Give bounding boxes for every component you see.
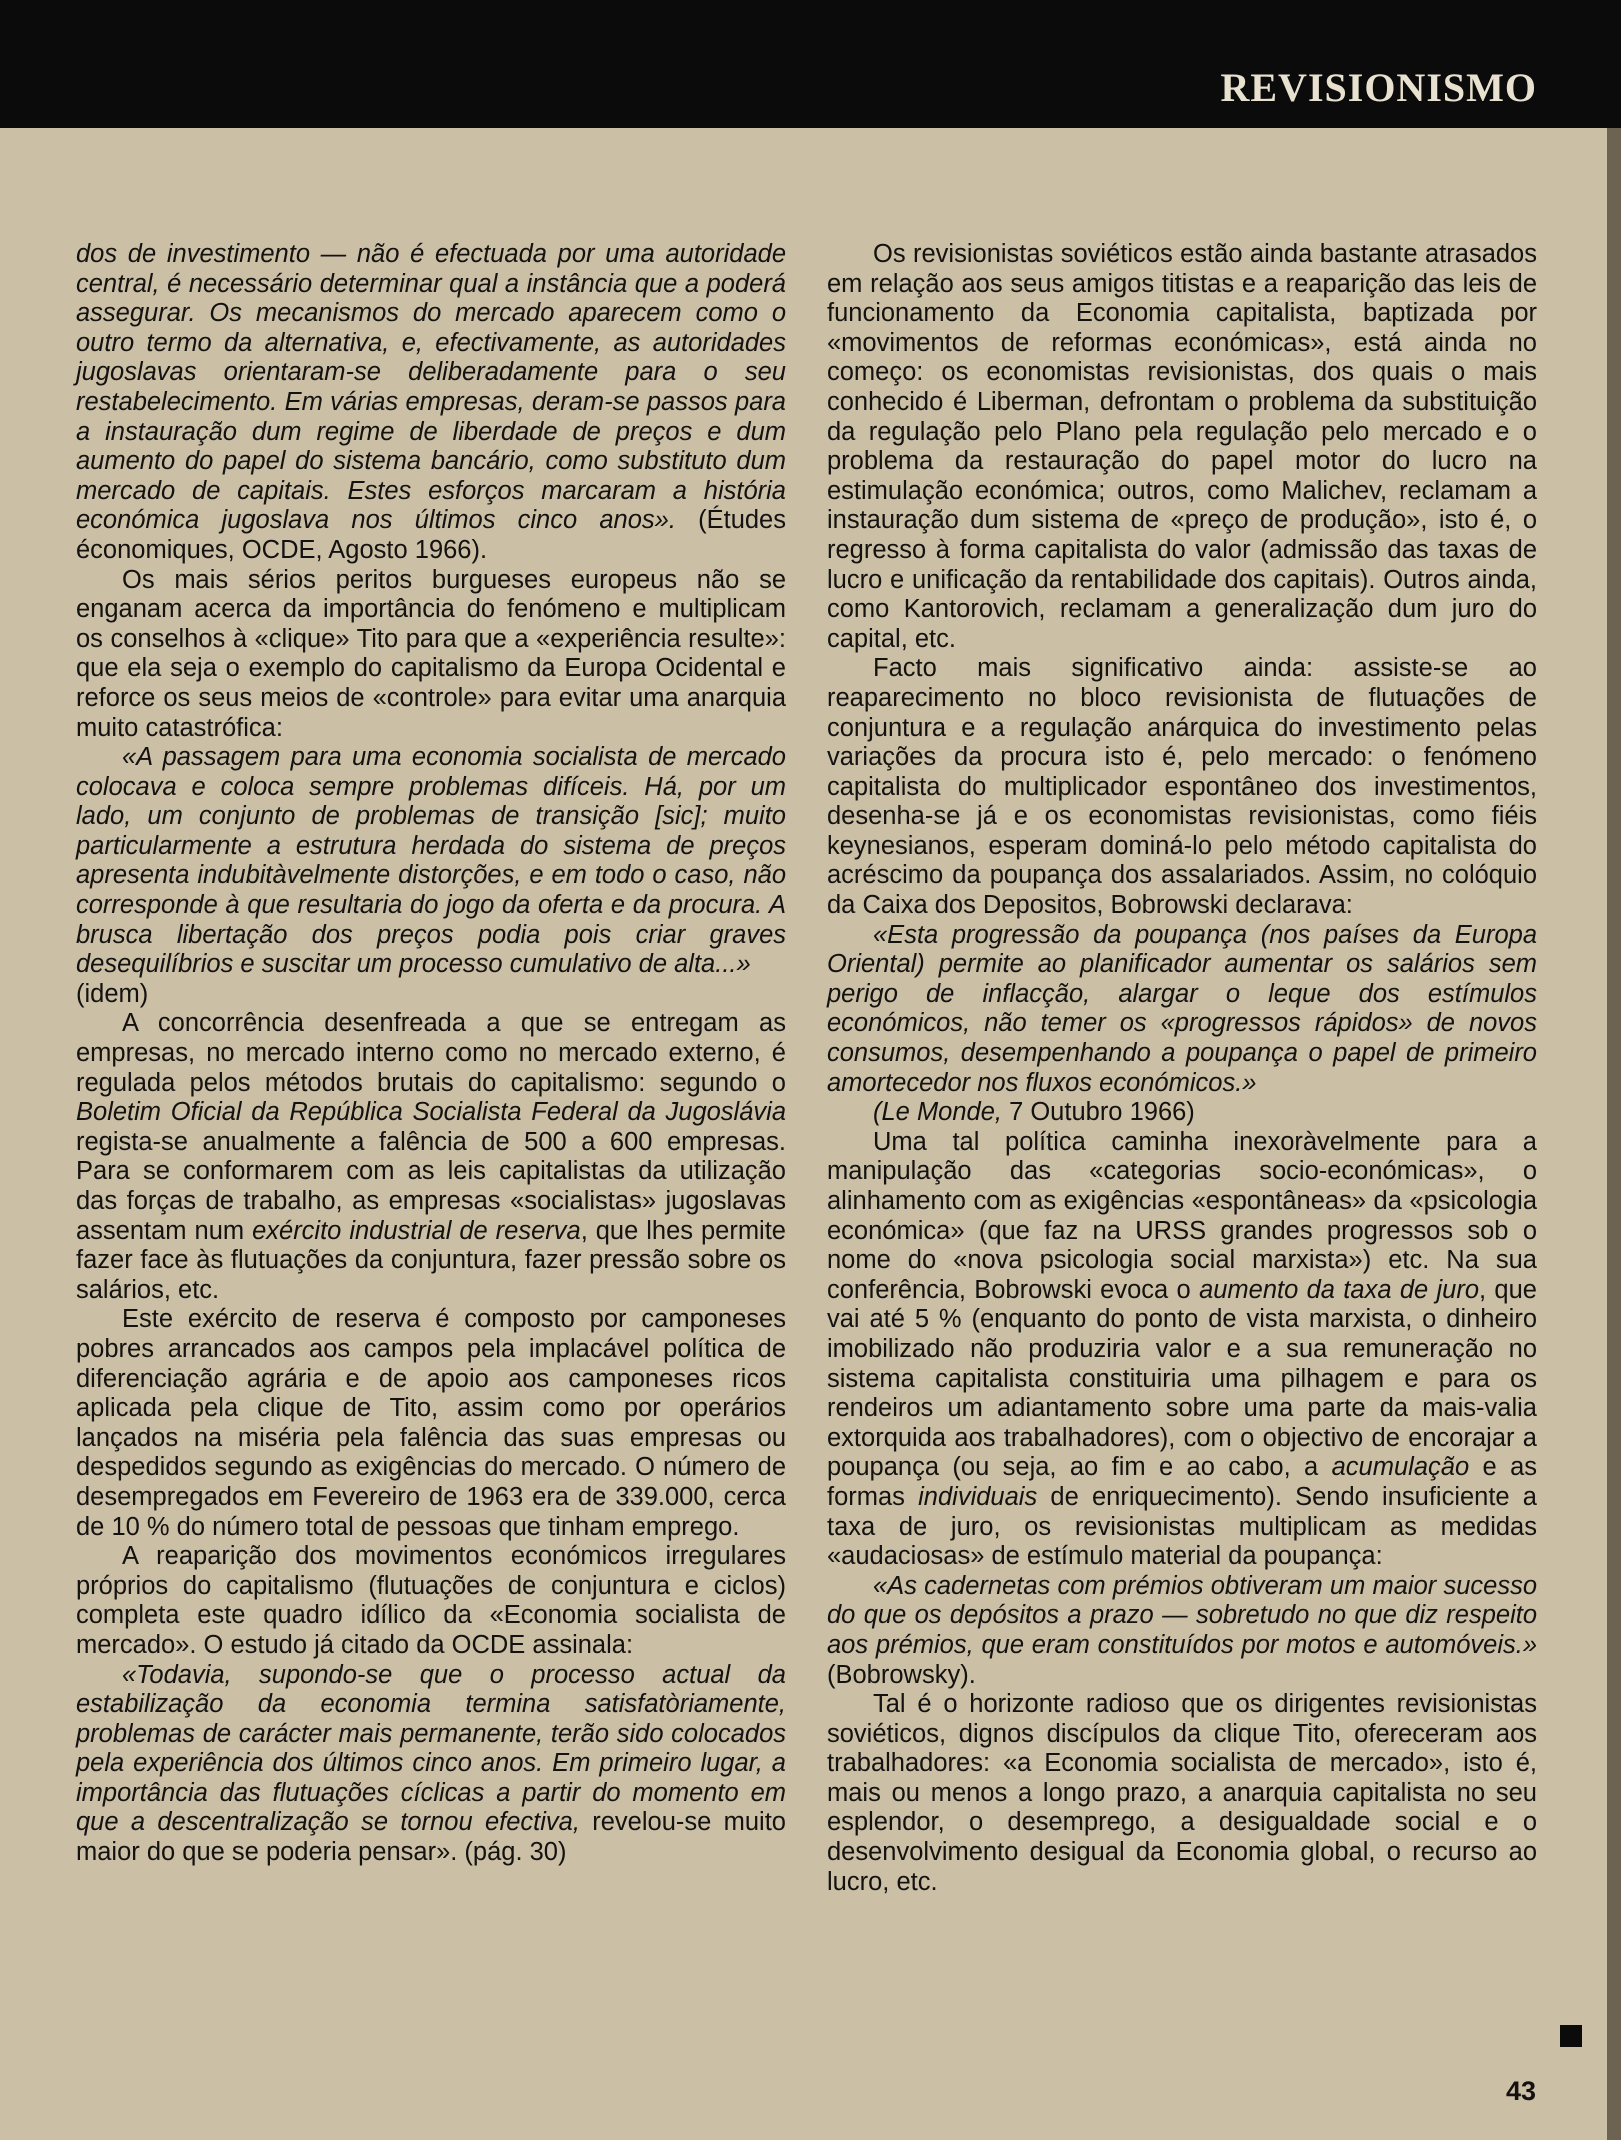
left-paragraph-5: A reaparição dos movimentos económicos irregulares próprios do capitalismo (flutuações de conjuntura e ciclos) completa este quadro idílico da «Economia socialista de mercado». O estudo já citado da OCDE assinala: <box>76 1542 786 1659</box>
left-paragraph-1 <box>76 240 786 566</box>
left-p3-text-c: , que lhes permite fazer face às flutuações da conjuntura, fazer pressão sobre os salários, etc. <box>76 1216 786 1304</box>
right-p3-text-d: de enriquecimento). Sendo insuficiente a taxa de juro, os revisionistas multiplicam as medidas «audaciosas» de estímulo material da poupança: <box>827 1482 1537 1571</box>
end-of-article-mark <box>1560 2025 1582 2047</box>
right-paragraph-4: Tal é o horizonte radioso que os dirigentes revisionistas soviéticos, dignos discípulos da clique Tito, ofereceram aos trabalhadores: «a Economia socialista de mercado», isto é, mais ou menos a longo prazo, a anarquia capitalista no seu esplendor, o desemprego, a desigualdade social e o desenvolvimento desigual da Economia global, o recurso ao lucro, etc. <box>827 1690 1537 1896</box>
section-title: REVISIONISMO <box>1220 65 1537 110</box>
right-q1-source-date: 7 Outubro 1966) <box>1002 1098 1195 1127</box>
right-paragraph-1: Os revisionistas soviéticos estão ainda bastante atrasados em relação aos seus amigos titistas e a reaparição das leis de funcionamento da Economia capitalista, baptizada por «movimentos de reformas económicas», está ainda no começo: os economistas revisionistas, dos quais o mais conhecido é Liberman, defrontam o problema da substituição da regulação pelo Plano pela regulação pelo mercado e o problema da restauração do papel motor do lucro na estimulação económica; outros, como Malichev, reclamam a instauração dum sistema de «preço de produção», isto é, o regresso à forma capitalista do valor (admissão das taxas de lucro e unificação da rentabilidade dos capitais). Outros ainda, como Kantorovich, reclamam a generalização dum juro do capital, etc. <box>827 240 1537 653</box>
left-paragraph-3 <box>76 1009 786 1305</box>
right-paragraph-2: Facto mais significativo ainda: assiste-se ao reaparecimento no bloco revisionista de flutuações de conjuntura e a regulação anárquica do investimento pelas variações da procura isto é, pelo mercado: o fenómeno capitalista do multiplicador espontâneo dos investimentos, desenha-se já e os economistas revisionistas, como fiéis keynesianos, esperam dominá-lo pelo método capitalista do acréscimo da poupança dos assalariados. Assim, no colóquio da Caixa dos Depositos, Bobrowski declarava: <box>827 654 1537 920</box>
left-column <box>76 240 786 1868</box>
page-edge <box>1607 128 1621 2140</box>
right-quote-1-source <box>827 1098 1537 1128</box>
left-p3-text-b: regista-se anualmente a falência de 500 a 600 empresas. Para se conformarem com as leis capitalistas da utilização das forças de trabalho, as empresas «socialistas» jugoslavas assentam num <box>76 1127 786 1245</box>
right-quote-2 <box>827 1572 1537 1690</box>
right-p3-emphasis-2: acumulação <box>1331 1453 1470 1482</box>
left-p3-emphasis-1: Boletim Oficial da República Socialista Federal da Jugoslávia <box>76 1098 786 1127</box>
right-q2-text: «As cadernetas com prémios obtiveram um maior sucesso do que os depósitos a prazo — sobretudo no que diz respeito aos prémios, que eram constituídos por motos e automóveis.» <box>827 1571 1537 1659</box>
left-paragraph-4: Este exército de reserva é composto por camponeses pobres arrancados aos campos pela implacável política de diferenciação agrária e de apoio aos camponeses ricos aplicada pela clique de Tito, assim como por operários lançados na miséria pela falência das suas empresas ou despedidos segundo as exigências do mercado. O número de desempregados em Fevereiro de 1963 era de 339.000, cerca de 10 % do número total de pessoas que tinham emprego. <box>76 1305 786 1541</box>
left-p1-quote: dos de investimento — não é efectuada por uma autoridade central, é necessário determinar qual a instância que a poderá assegurar. Os mecanismos do mercado aparecem como o outro termo da alternativa, e, efectivamente, as autoridades jugoslavas orientaram-se deliberadamente para o seu restabelecimento. Em várias empresas, deram-se passos para a instauração dum regime de liberdade de preços e dum aumento do papel do sistema bancário, como substituto dum mercado de capitais. Estes esforços marcaram a história económica jugoslava nos últimos cinco anos». <box>76 240 786 535</box>
right-p3-text-b: , que vai até 5 % (enquanto do ponto de vista marxista, o dinheiro imobilizado não produziria valor e a sua remuneração no sistema capitalista constituiria uma pilhagem e para os rendeiros um adiantamento sobre uma parte da mais-valia extorquida aos trabalhadores), com o objectivo de encorajar a poupança (ou seja, ao fim e ao cabo, a <box>827 1275 1537 1482</box>
left-q2-tail: revelou-se muito maior do que se poderia pensar». (pág. 30) <box>76 1808 786 1867</box>
left-quote-1-source: (idem) <box>76 979 149 1008</box>
right-column <box>827 240 1537 1897</box>
left-q2-text: «Todavia, supondo-se que o processo actual da estabilização da economia termina satisfatòriamente, problemas de carácter mais permanente, terão sido colocados pela experiência dos últimos cinco anos. Em primeiro lugar, a importância das flutuações cíclicas a partir do momento em que a descentralização se tornou efectiva, <box>76 1660 786 1837</box>
left-p1-source: (Études économiques, OCDE, Agosto 1966). <box>76 506 786 564</box>
right-p3-emphasis-1: aumento da taxa de juro <box>1199 1275 1480 1304</box>
right-p3-text-a: Uma tal política caminha inexoràvelmente para a manipulação das «categorias socio-económicas», o alinhamento com as exigências «espontâneas» da «psicologia económica» (que faz na URSS grandes progressos sob o nome do «nova psicologia social marxista») etc. Na sua conferência, Bobrowski evoca o <box>827 1127 1537 1304</box>
right-p3-text-c: e as formas <box>827 1453 1537 1511</box>
left-quote-2 <box>76 1661 786 1868</box>
right-paragraph-3 <box>827 1128 1537 1572</box>
right-q2-source: (Bobrowsky). <box>827 1660 976 1689</box>
left-paragraph-2: Os mais sérios peritos burgueses europeus não se enganam acerca da importância do fenómeno e multiplicam os conselhos à «clique» Tito para que a «experiência resulte»: que ela seja o exemplo do capitalismo da Europa Ocidental e reforce os seus meios de «controle» para evitar uma anarquia muito catastrófica: <box>76 565 786 742</box>
left-p3-emphasis-2: exército industrial de reserva <box>252 1216 581 1245</box>
right-q1-source-title: (Le Monde, <box>873 1098 1002 1127</box>
right-quote-1: «Esta progressão da poupança (nos países da Europa Oriental) permite ao planificador aumentar os salários sem perigo de inflacção, alargar o leque dos estímulos económicos, não temer os «progressos rápidos» de novos consumos, desempenhando a poupança o papel de primeiro amortecedor nos fluxos económicos.» <box>827 920 1537 1097</box>
page-number: 43 <box>1506 2076 1537 2106</box>
left-p3-text-a: A concorrência desenfreada a que se entregam as empresas, no mercado interno como no mercado externo, é regulada pelos métodos brutais do capitalismo: segundo o <box>76 1009 786 1097</box>
right-p3-emphasis-3: individuais <box>918 1482 1038 1511</box>
header-bar <box>0 0 1621 128</box>
left-quote-1: «A passagem para uma economia socialista de mercado colocava e coloca sempre problemas difíceis. Há, por um lado, um conjunto de problemas de transição [sic]; muito particularmente a estrutura herdada do sistema de preços apresenta indubitàvelmente distorções, e em todo o caso, não corresponde à que resultaria do jogo da oferta e da procura. A brusca libertação dos preços podia pois criar graves desequilíbrios e suscitar um processo cumulativo de alta...» <box>76 743 786 979</box>
